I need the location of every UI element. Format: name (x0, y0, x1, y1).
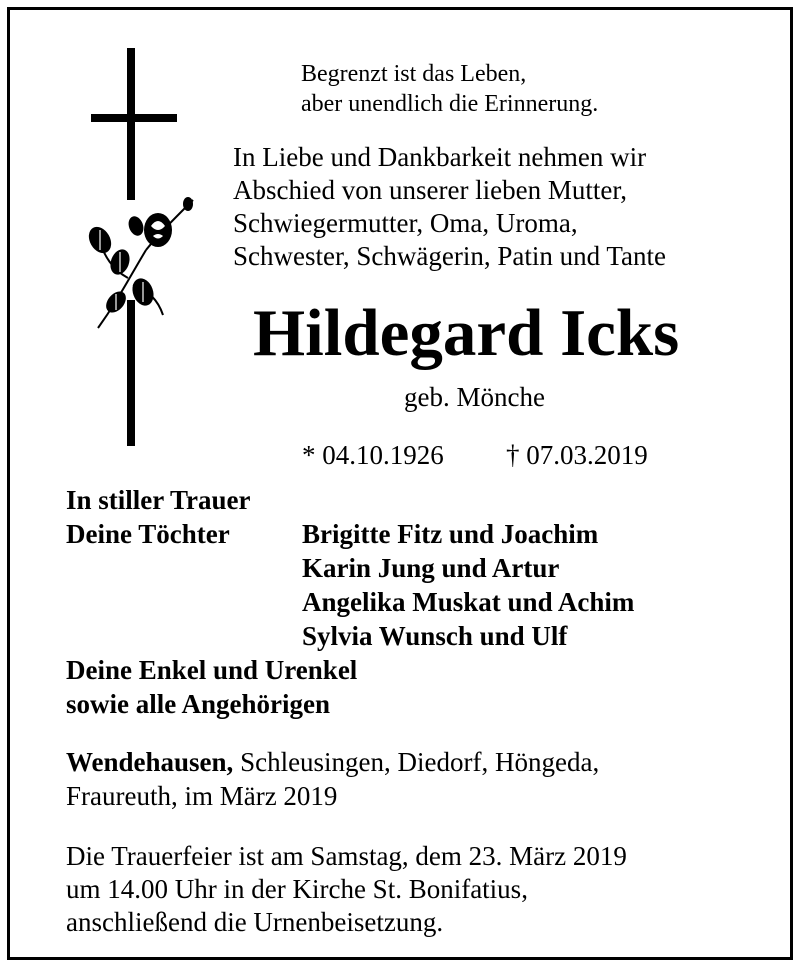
funeral-line-2: um 14.00 Uhr in der Kirche St. Bonifatius, (66, 874, 528, 904)
place-main: Wendehausen, (66, 747, 234, 777)
daughters-label: Deine Töchter (66, 519, 230, 549)
daughter-4: Sylvia Wunsch und Ulf (302, 621, 568, 651)
death-date: † 07.03.2019 (506, 440, 648, 470)
intro-line-4: Schwester, Schwägerin, Patin und Tante (233, 241, 666, 271)
intro-line-3: Schwiegermutter, Oma, Uroma, (233, 208, 578, 238)
deceased-name: Hildegard Icks (253, 296, 680, 370)
daughter-2: Karin Jung und Artur (302, 553, 560, 583)
funeral-line-1: Die Trauerfeier ist am Samstag, dem 23. März 2019 (66, 841, 627, 871)
place-line-2: Fraureuth, im März 2019 (66, 781, 338, 811)
maiden-name: geb. Mönche (404, 382, 545, 412)
mourning-heading: In stiller Trauer (66, 485, 251, 515)
place-line-1 (66, 746, 599, 779)
quote-line-1: Begrenzt ist das Leben, (301, 61, 527, 87)
intro-line-2: Abschied von unserer lieben Mutter, (233, 175, 628, 205)
place-rest: Schleusingen, Diedorf, Höngeda, (233, 747, 600, 777)
intro-line-1: In Liebe und Dankbarkeit nehmen wir (233, 142, 647, 172)
funeral-line-3: anschließend die Urnenbeisetzung. (66, 907, 444, 937)
rose-icon (88, 190, 203, 330)
quote-line-2: aber unendlich die Erinnerung. (301, 91, 599, 117)
daughter-3: Angelika Muskat und Achim (302, 587, 635, 617)
daughter-1: Brigitte Fitz und Joachim (302, 519, 599, 549)
relatives: sowie alle Angehörigen (66, 689, 330, 719)
birth-date: * 04.10.1926 (302, 440, 444, 470)
grandchildren: Deine Enkel und Urenkel (66, 655, 358, 685)
